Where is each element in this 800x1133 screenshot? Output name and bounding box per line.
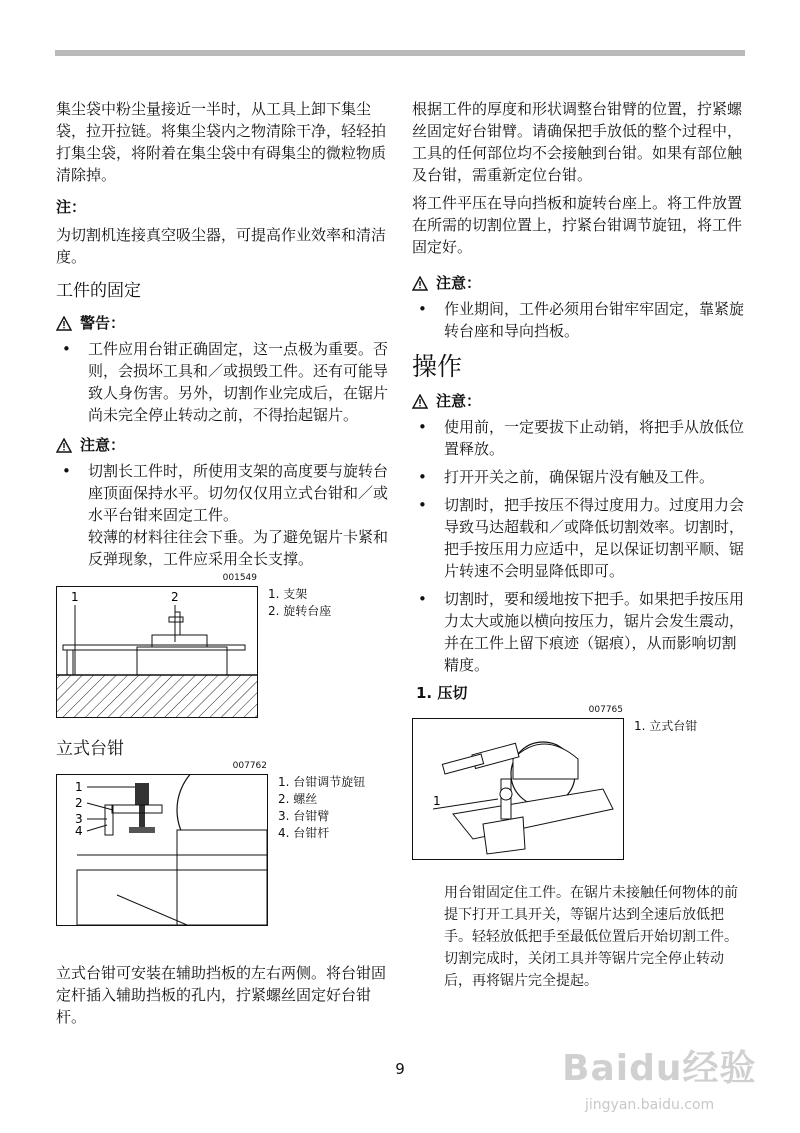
warning-list	[56, 338, 394, 426]
figure-press-cut	[412, 705, 624, 860]
legend-item: 1. 支架	[268, 587, 308, 601]
figure-vertical-vise	[56, 761, 268, 926]
legend-item: 2. 旋转台座	[268, 604, 332, 618]
caution-list	[412, 416, 750, 676]
callout-2: 2	[171, 590, 179, 604]
support-table-drawing	[57, 587, 257, 717]
list-item: • 切割时，把手按压不得过度用力。过度用力会导致马达超载和／或降低切割效率。切割时，把手按压用力应适中，足以保证切割平顺、锯片转速不会明显降低即可。	[412, 494, 750, 582]
warning-label: 警告：	[80, 314, 126, 332]
figure-code: 007762	[232, 761, 267, 771]
list-item	[56, 460, 394, 570]
figure-press-cut-row	[412, 705, 750, 860]
legend-item: 2. 螺丝	[278, 792, 318, 806]
figure-support-row	[56, 573, 394, 718]
step-heading-press-cutting: 1. 压切	[416, 684, 468, 702]
section-heading-workpiece-fixing: 工件的固定	[56, 281, 141, 301]
legend-item: 1. 立式台钳	[634, 719, 698, 733]
figure-support-table	[56, 573, 258, 718]
list-item: • 作业期间，工件必须用台钳牢牢固定，靠紧旋转台座和导向挡板。	[412, 298, 750, 342]
header-rule	[55, 50, 745, 56]
vertical-vise-drawing	[57, 775, 267, 925]
warning-triangle-icon	[412, 276, 428, 291]
page-number: 9	[395, 1060, 405, 1078]
caution-item-text: 切割长工件时，所使用支架的高度要与旋转台座顶面保持水平。切勿仅仅用立式台钳和／或水平台钳来固定工件。	[88, 462, 389, 524]
caution-label: 注意：	[436, 274, 482, 292]
list-item: • 切割时，要和缓地按下把手。如果把手按压用力太大或施以横向按压力，锯片会发生震动，并在工件上留下痕迹（锯痕），从而影响切割精度。	[412, 588, 750, 676]
list-item: • 工件应用台钳正确固定，这一点极为重要。否则，会损坏工具和／或损毁工件。还有可能导致人身伤害。另外，切割作业完成后，在锯片尚未完全停止转动之前，不得抬起锯片。	[56, 338, 394, 426]
callout-3: 3	[75, 812, 83, 826]
miter-saw-drawing	[413, 719, 623, 859]
figure-legend	[268, 586, 331, 718]
callout-1: 1	[71, 590, 79, 604]
warning-triangle-icon	[56, 316, 72, 331]
caution-item-continuation: 较薄的材料往往会下垂。为了避免锯片卡紧和反弹现象，工件应采用全长支撑。	[88, 528, 389, 568]
figure-legend	[278, 774, 365, 926]
caution-label: 注意：	[436, 392, 482, 410]
caution-heading	[412, 390, 750, 412]
list-item: • 使用前，一定要拔下止动销，将把手从放低位置释放。	[412, 416, 750, 460]
warning-heading	[56, 312, 394, 334]
callout-1: 1	[433, 794, 441, 808]
left-column	[56, 98, 394, 1028]
warning-triangle-icon	[56, 438, 72, 453]
vise-arm-paragraph: 根据工件的厚度和形状调整台钳臂的位置，拧紧螺丝固定好台钳臂。请确保把手放低的整个过程中，工具的任何部位均不会接触到台钳。如果有部位触及台钳，需重新定位台钳。	[412, 100, 743, 184]
dust-bag-paragraph: 集尘袋中粉尘量接近一半时，从工具上卸下集尘袋，拉开拉链。将集尘袋内之物清除干净，轻轻拍打集尘袋，将附着在集尘袋中有碍集尘的微粒物质清除掉。	[56, 100, 387, 184]
watermark-url: jingyan.baidu.com	[585, 1097, 715, 1113]
legend-item: 3. 台钳臂	[278, 809, 330, 823]
legend-item: 4. 台钳杆	[278, 826, 330, 840]
caution-label: 注意：	[80, 436, 126, 454]
workpiece-position-paragraph: 将工件平压在导向挡板和旋转台座上。将工件放置在所需的切割位置上，拧紧台钳调节旋钮，将工件固定好。	[412, 194, 743, 256]
legend-item: 1. 台钳调节旋钮	[278, 775, 366, 789]
figure-code: 001549	[222, 573, 257, 583]
right-column	[412, 98, 750, 992]
figure-code: 007765	[588, 705, 623, 715]
caution-list	[56, 460, 394, 570]
list-item: • 打开开关之前，确保锯片没有触及工件。	[412, 466, 750, 488]
figure-legend	[634, 718, 697, 860]
section-heading-operation: 操作	[412, 352, 463, 381]
callout-4: 4	[75, 824, 83, 838]
section-heading-vertical-vise: 立式台钳	[56, 739, 124, 759]
note-text: 为切割机连接真空吸尘器，可提高作业效率和清洁度。	[56, 226, 387, 266]
press-cut-paragraph: 用台钳固定住工件。在锯片未接触任何物体的前提下打开工具开关，等锯片达到全速后放低把手。轻轻放低把手至最低位置后开始切割工件。切割完成时，关闭工具并等锯片完全停止转动后，再将锯片完全提起。	[444, 885, 738, 989]
figure-vise-row	[56, 761, 394, 926]
note-label: 注：	[56, 198, 87, 216]
caution-heading	[56, 434, 394, 456]
watermark-logo: Baidu经验	[562, 1048, 757, 1089]
vise-install-paragraph: 立式台钳可安装在辅助挡板的左右两侧。将台钳固定杆插入辅助挡板的孔内，拧紧螺丝固定好台钳杆。	[56, 964, 387, 1026]
callout-1: 1	[75, 780, 83, 794]
caution-heading	[412, 272, 750, 294]
caution-list	[412, 298, 750, 342]
callout-2: 2	[75, 796, 83, 810]
warning-triangle-icon	[412, 394, 428, 409]
